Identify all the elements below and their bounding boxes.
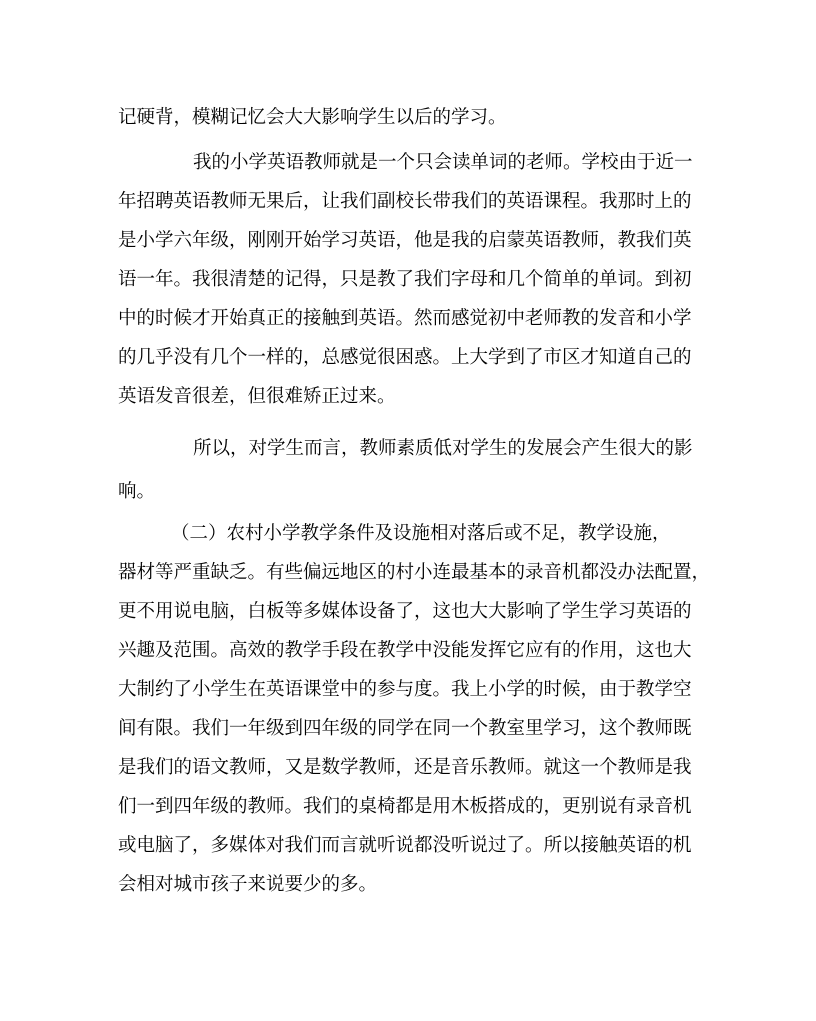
- text-line: 兴趣及范围。高效的教学手段在教学中没能发挥它应有的作用，这也大: [118, 640, 692, 661]
- text-line: 语一年。我很清楚的记得，只是教了我们字母和几个简单的单词。到初: [118, 269, 692, 290]
- text-line: 大制约了小学生在英语课堂中的参与度。我上小学的时候，由于教学空: [118, 679, 692, 700]
- text-line: 器材等严重缺乏。有些偏远地区的村小连最基本的录音机都没办法配置，: [118, 562, 711, 583]
- text-line: （二）农村小学教学条件及设施相对落后或不足，教学设施，: [171, 523, 671, 544]
- text-line: 我的小学英语教师就是一个只会读单词的老师。学校由于近一: [193, 152, 693, 173]
- text-line: 是我们的语文教师，又是数学教师，还是音乐教师。就这一个教师是我: [118, 757, 692, 778]
- text-line: 记硬背，模糊记忆会大大影响学生以后的学习。: [118, 107, 507, 128]
- text-line: 所以，对学生而言，教师素质低对学生的发展会产生很大的影: [193, 438, 693, 459]
- text-line: 会相对城市孩子来说要少的多。: [118, 874, 378, 895]
- text-line: 响。: [118, 481, 156, 502]
- text-line: 或电脑了，多媒体对我们而言就听说都没听说过了。所以接触英语的机: [118, 835, 692, 856]
- text-line: 中的时候才开始真正的接触到英语。然而感觉初中老师教的发音和小学: [118, 308, 692, 329]
- text-line: 是小学六年级，刚刚开始学习英语，他是我的启蒙英语教师，教我们英: [118, 230, 692, 251]
- text-line: 英语发音很差，但很难矫正过来。: [118, 386, 396, 407]
- text-line: 的几乎没有几个一样的，总感觉很困惑。上大学到了市区才知道自己的: [118, 347, 692, 368]
- text-line: 更不用说电脑，白板等多媒体设备了，这也大大影响了学生学习英语的: [118, 601, 692, 622]
- text-line: 年招聘英语教师无果后，让我们副校长带我们的英语课程。我那时上的: [118, 191, 692, 212]
- text-line: 间有限。我们一年级到四年级的同学在同一个教室里学习，这个教师既: [118, 718, 692, 739]
- text-line: 们一到四年级的教师。我们的桌椅都是用木板搭成的，更别说有录音机: [118, 796, 692, 817]
